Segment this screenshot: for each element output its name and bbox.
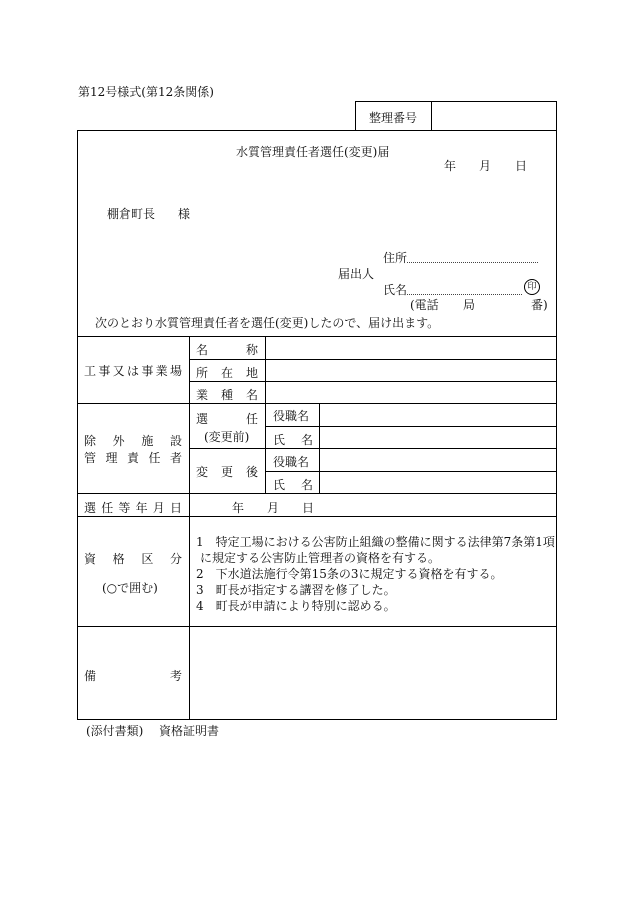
addressee-name: 棚倉町長 — [107, 207, 156, 221]
address-label: 住所 — [383, 251, 408, 265]
appointed-name-label: 氏 名 — [273, 433, 313, 447]
name-label: 氏名 — [383, 283, 408, 297]
addressee-honorific: 様 — [178, 207, 191, 221]
changed-name-label: 氏 名 — [273, 478, 313, 492]
qualification-item-1-cont: に規定する公害防止管理者の資格を有する。 — [200, 551, 441, 565]
qualification-heading: 資 格 区 分 — [84, 552, 182, 566]
qualification-item-3[interactable]: 3 町長が指定する講習を修了した。 — [196, 583, 396, 597]
appointed-label: 選 任 — [196, 412, 258, 426]
factory-heading: 工 事 又 は 事 業 場 — [84, 364, 182, 378]
factory-industry-input[interactable] — [268, 383, 554, 402]
manager-heading-line1: 除 外 施 設 — [84, 434, 182, 448]
changed-position-label: 役職名 — [273, 455, 310, 469]
qualification-item-1[interactable]: 1 特定工場における公害防止組織の整備に関する法律第7条第1項 — [196, 535, 555, 549]
remarks-input[interactable] — [192, 629, 554, 717]
appointment-date-heading: 選 任 等 年 月 日 — [84, 501, 182, 515]
attachments-value: 資格証明書 — [159, 724, 220, 738]
phone-open: (電話 — [410, 298, 439, 312]
form-number: 第12号様式(第12条関係) — [78, 85, 214, 99]
phone-bureau: 局 — [463, 298, 476, 312]
factory-location-label: 所 在 地 — [196, 366, 258, 380]
appointment-day: 日 — [302, 501, 315, 515]
remarks-heading: 備 考 — [84, 669, 182, 683]
qualification-item-4[interactable]: 4 町長が申請により特別に認める。 — [196, 599, 396, 613]
qualification-item-2[interactable]: 2 下水道法施行令第15条の3に規定する資格を有する。 — [196, 567, 503, 581]
changed-label: 変 更 後 — [196, 465, 258, 479]
attachments-label: (添付書類) — [86, 724, 144, 738]
form-title: 水質管理責任者選任(変更)届 — [236, 145, 390, 159]
seal-mark: 印 — [524, 279, 540, 295]
phone-number: 番) — [531, 298, 548, 312]
factory-industry-label: 業 種 名 — [196, 388, 258, 402]
factory-location-input[interactable] — [268, 361, 554, 380]
appointed-position-label: 役職名 — [273, 409, 310, 423]
manager-heading-line2: 管 理 責 任 者 — [84, 451, 182, 465]
statement: 次のとおり水質管理責任者を選任(変更)したので、届け出ます。 — [95, 316, 440, 330]
date-month: 月 — [479, 159, 492, 173]
factory-name-input[interactable] — [268, 338, 554, 358]
ref-number-label: 整理番号 — [369, 111, 418, 125]
appointment-year: 年 — [232, 501, 245, 515]
changed-position-input[interactable] — [321, 450, 554, 470]
notifier-label: 届出人 — [338, 267, 375, 281]
date-year: 年 — [444, 159, 457, 173]
appointed-position-input[interactable] — [321, 405, 554, 425]
address-input[interactable] — [407, 262, 538, 263]
appointed-name-input[interactable] — [321, 428, 554, 447]
qualification-note: (○で囲む) — [102, 581, 158, 595]
appointment-month: 月 — [267, 501, 280, 515]
factory-name-label: 名 称 — [196, 343, 258, 357]
appointed-sub-label: (変更前) — [204, 430, 250, 444]
ref-number-input[interactable] — [432, 102, 555, 129]
date-day: 日 — [515, 159, 528, 173]
name-input[interactable] — [407, 294, 522, 295]
changed-name-input[interactable] — [321, 473, 554, 492]
